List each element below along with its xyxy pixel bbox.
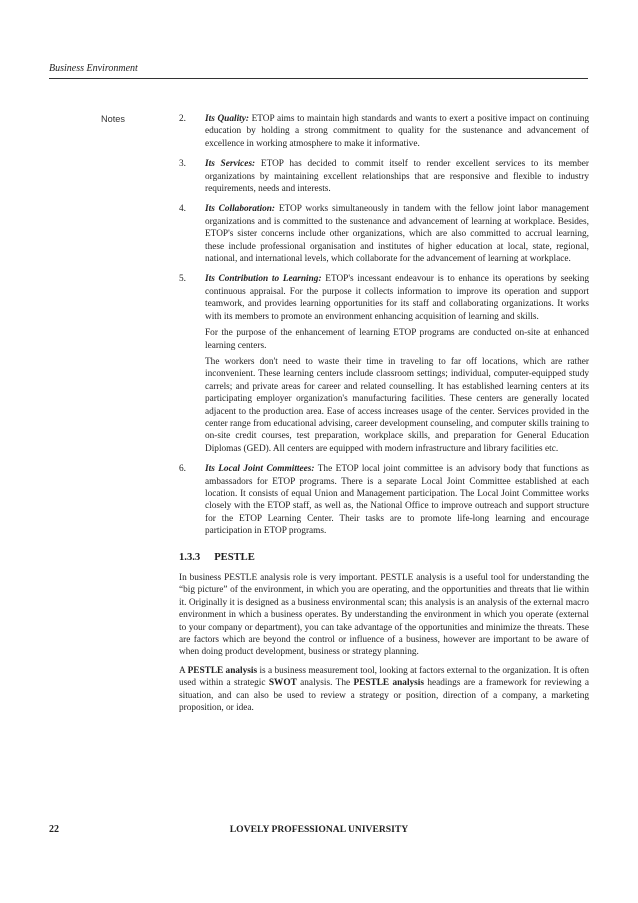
list-item-text: ETOP aims to maintain high standards and wants to exert a positive impact on continuing education by holding a strong commitment to quality for the sustenance and advancement of excellence in working atmosphere to make it informative. xyxy=(205,114,590,149)
pestle-paragraph-1: In business PESTLE analysis role is very important. PESTLE analysis is a useful tool for understanding the “big picture” of the environment, in which you are operating, and the opportunities and threats that lie within it. Originally it is designed as a business environmental scan; this analysis is an analysis of the external macro environment in which a business operates. By understanding the environment in which you operate (external to your company or department), you can take advantage of the opportunities and minimize the threats. These are factors which are beyond the control or influence of a business, however are important to be aware of when doing product development, business or strategy planning. xyxy=(179,573,589,658)
list-item-title: Its Quality: xyxy=(205,114,249,124)
list-item-body xyxy=(205,273,589,459)
list-item-text: ETOP has decided to commit itself to render excellent services to its member organizations by maintaining excellent relationships that are responsive and flexible to industry requirements, needs and interests. xyxy=(205,159,589,195)
list-item-text: The workers don't need to waste their time in traveling to far off locations, which are rather inconvenient. These learning centers include classroom settings; individual, computer-equipped study carrels; and private areas for career and related counselling. It has established learning centers at its participating employer organization's manufacturing facilities. These centers are generally located adjacent to the production area. Ease of access increases usage of the center. Services provided in the center range from educational advising, career development counseling, and computer skills training to on-site credit courses, test preparation, workplace skills, and preparation for General Education Diplomas (GED). All centers are equipped with modern infrastructure and library facilities etc. xyxy=(205,356,589,454)
header-rule xyxy=(49,78,588,79)
bold-term: PESTLE analysis xyxy=(353,678,424,689)
numbered-list xyxy=(179,113,589,542)
list-item-body xyxy=(205,463,589,541)
pestle-paragraph-2 xyxy=(179,665,589,715)
section-number: 1.3.3 xyxy=(179,551,201,563)
list-item xyxy=(179,113,589,154)
list-item-title: Its Contribution to Learning: xyxy=(205,274,322,285)
list-item-paragraph xyxy=(205,356,589,455)
list-item-paragraph xyxy=(205,158,589,195)
text-run: A xyxy=(179,665,188,676)
list-item-number: 6. xyxy=(179,464,186,475)
list-item-title: Its Collaboration: xyxy=(205,204,275,215)
list-item-number: 5. xyxy=(179,274,186,285)
list-item-text: For the purpose of the enhancement of learning ETOP programs are conducted on-site at enhanced learning centers. xyxy=(205,328,589,351)
section-heading xyxy=(179,552,589,564)
text-run: headings are a framework for reviewing a situation, and can also be used to review a strategy or position, direction of a company, a marketing proposition, or idea. xyxy=(179,678,590,714)
list-item-paragraph xyxy=(205,203,589,265)
list-item-paragraph xyxy=(205,113,589,150)
list-item xyxy=(179,273,589,459)
list-item-number: 4. xyxy=(179,204,186,215)
bold-term: SWOT xyxy=(268,678,297,689)
list-item xyxy=(179,158,589,199)
list-item-title: Its Services: xyxy=(205,159,256,170)
list-item-number: 3. xyxy=(179,159,186,170)
page-number: 22 xyxy=(49,824,59,835)
list-item xyxy=(179,203,589,269)
list-item-text: ETOP's incessant endeavour is to enhance its operations by seeking continuous appraisal. For the purpose it collects information to improve its operation and support teamwork, and provides learning opportunities for its staff and collaborating organizations. It works with its members to promote an environment enhancing acquisition of learning and skills. xyxy=(205,274,589,322)
running-header: Business Environment xyxy=(49,63,138,74)
section-title: PESTLE xyxy=(214,551,255,563)
list-item-body xyxy=(205,203,589,269)
list-item-paragraph xyxy=(205,463,589,537)
list-item xyxy=(179,463,589,541)
text-run: is a business measurement tool, looking at factors external to the organization. It is often used within a strategic xyxy=(179,665,590,689)
main-content xyxy=(179,113,589,720)
list-item-number: 2. xyxy=(179,114,186,124)
list-item-title: Its Local Joint Committees: xyxy=(205,464,315,475)
list-item-text: The ETOP local joint committee is an advisory body that functions as ambassadors for ETOP programs. There is a separate Local Joint Committee established at each location. It consists of equal Union and Management participation. The Local Joint Committee works closely with the ETOP staff, as well as, the National Office to improve outreach and support structure for the ETOP Learning Center. Their tasks are to promote life-long learning and encourage participation in ETOP programs. xyxy=(205,464,589,537)
list-item-body xyxy=(205,158,589,199)
notes-margin-label: Notes xyxy=(101,114,126,124)
list-item-text: ETOP works simultaneously in tandem with the fellow joint labor management organizations and is committed to the sustenance and advancement of learning at workplace. Besides, ETOP's sister concerns include other organizations, which are also committed to accrual learning, these include professional organisation and institutes of higher education at local, state, regional, national, and international levels, which collaborate for the advancement of learning at workplace. xyxy=(205,204,589,265)
list-item-paragraph xyxy=(205,273,589,323)
footer-university: LOVELY PROFESSIONAL UNIVERSITY xyxy=(229,824,409,835)
list-item-body xyxy=(205,113,589,154)
bold-term: PESTLE analysis xyxy=(187,665,258,676)
list-item-paragraph xyxy=(205,327,589,352)
text-run: analysis. The xyxy=(296,678,354,689)
